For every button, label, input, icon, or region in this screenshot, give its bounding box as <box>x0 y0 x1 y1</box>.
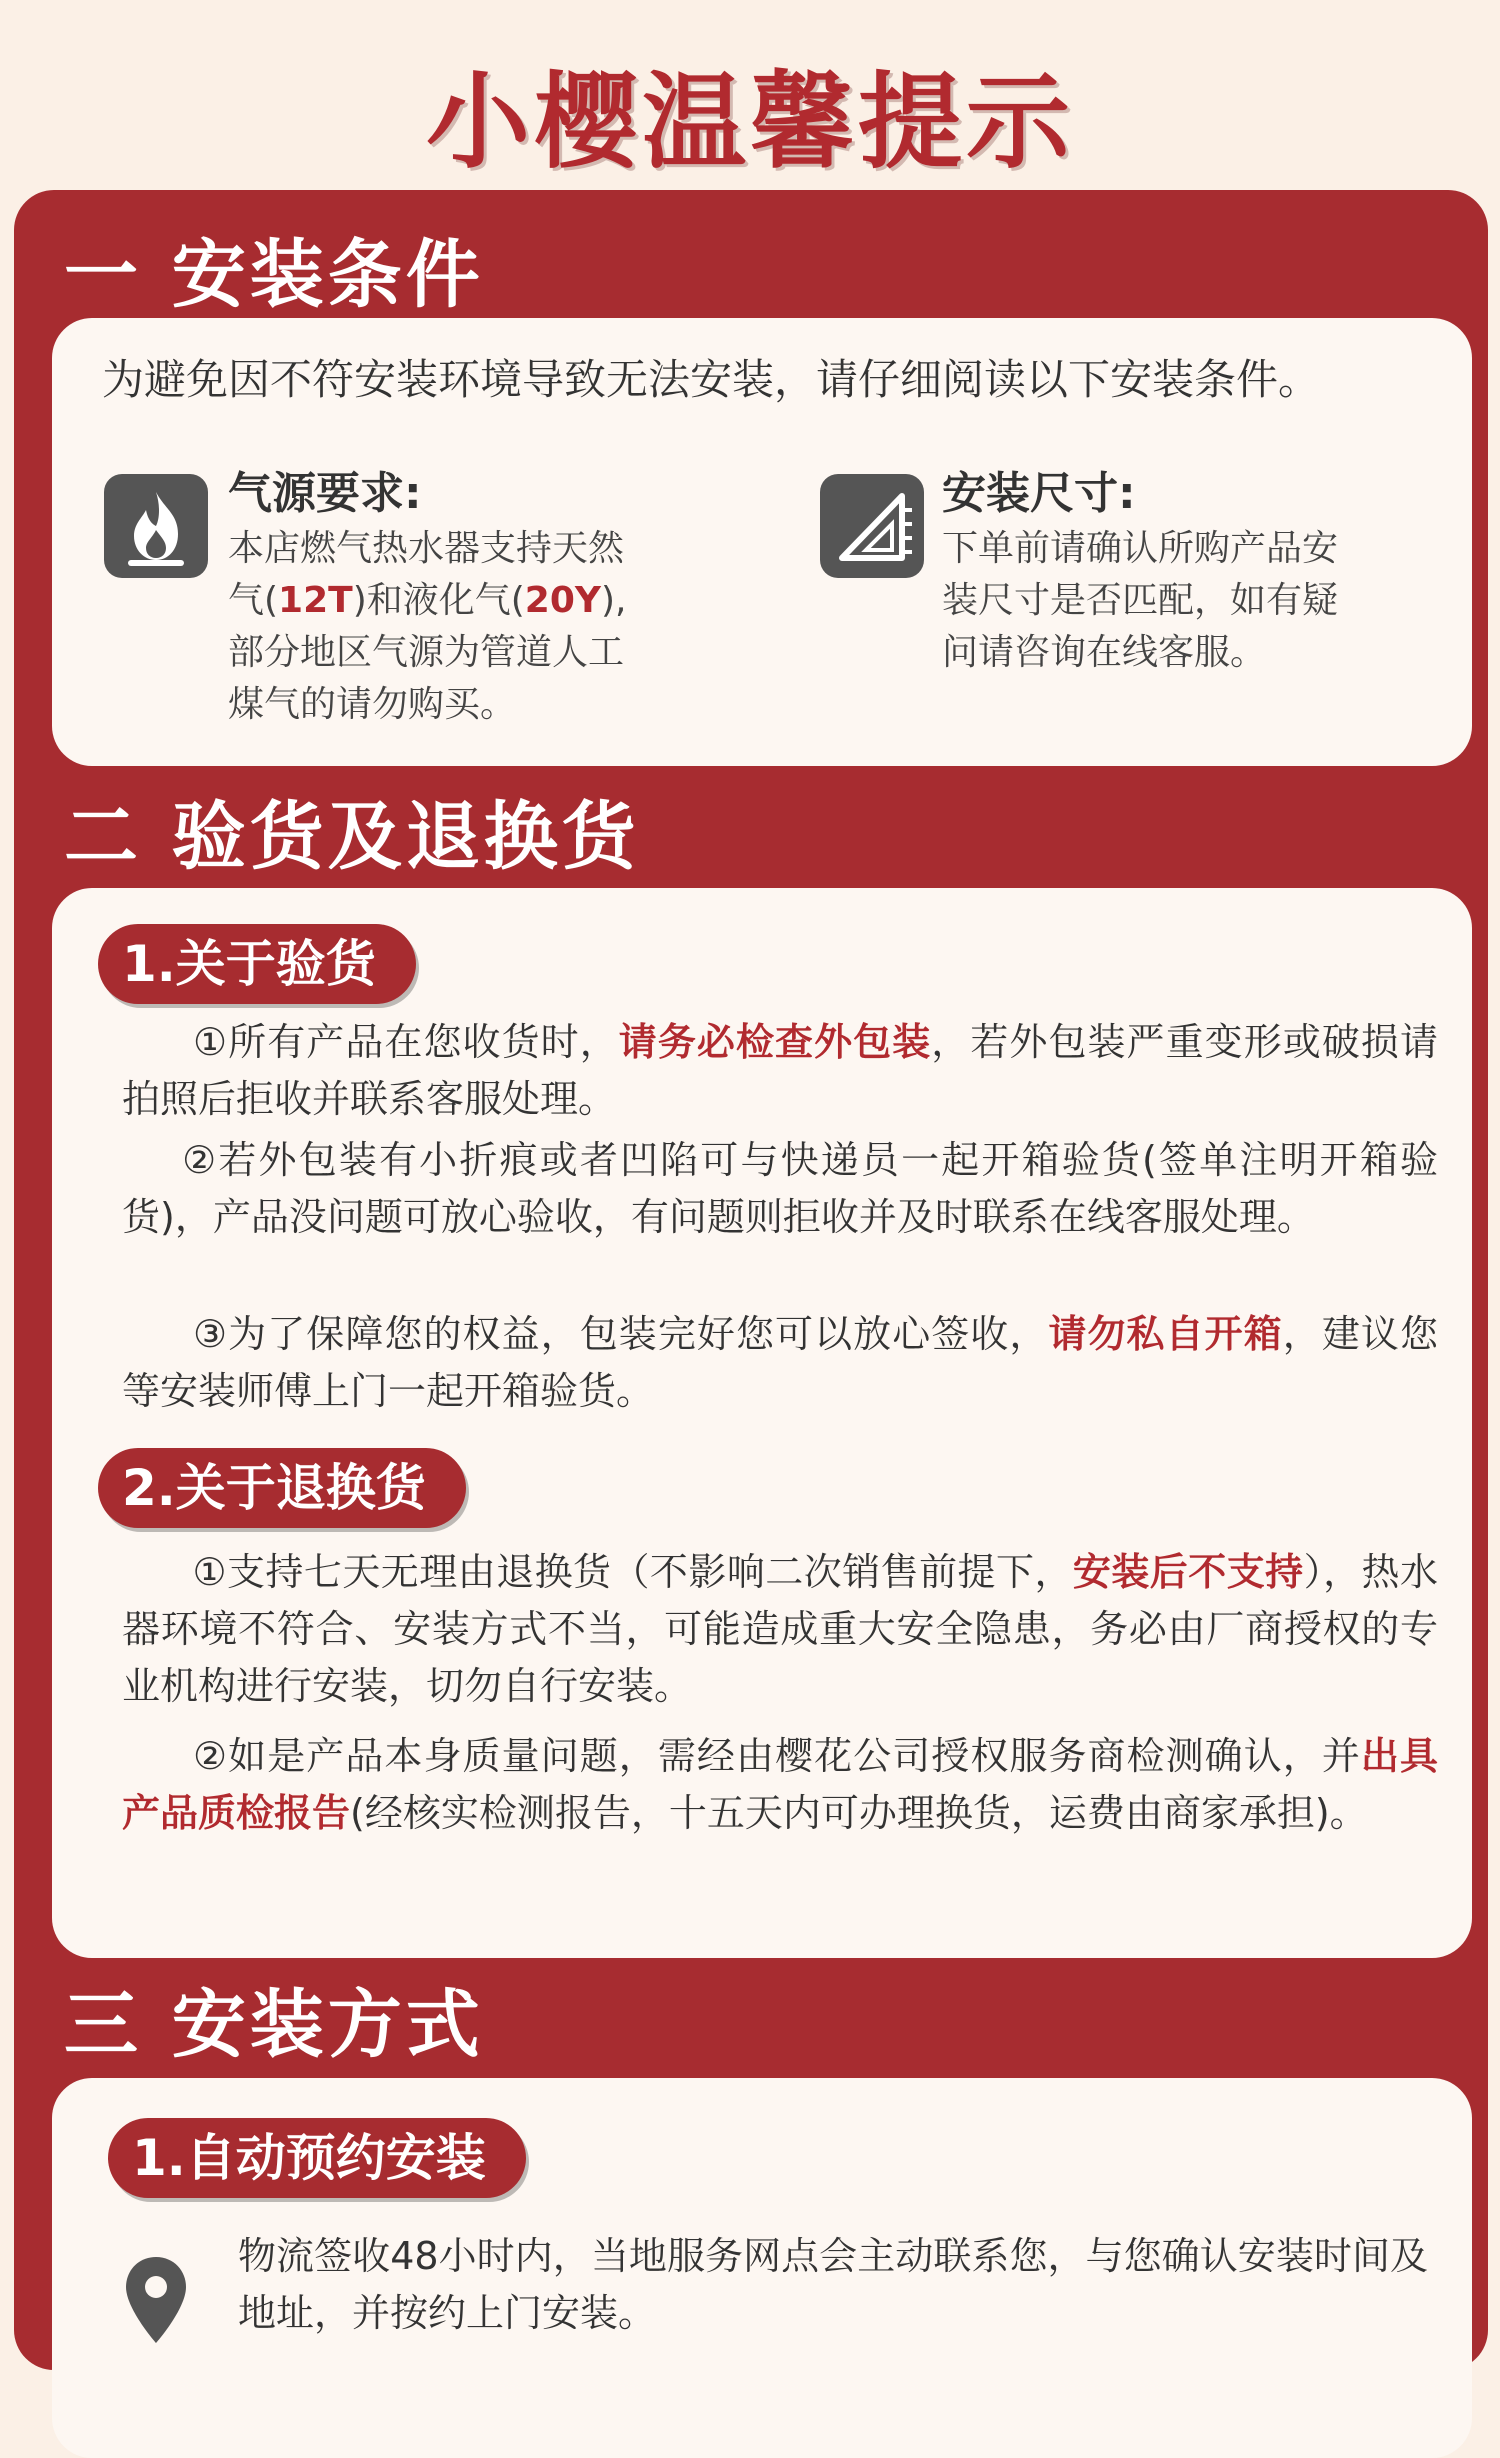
gas-line-3: 部分地区气源为管道人工 <box>228 632 625 673</box>
location-pin-icon <box>120 2253 192 2353</box>
inspection-point-1a: ①所有产品在您收货时， <box>192 1020 619 1064</box>
lpg-code: 20Y <box>524 580 601 621</box>
section-heading-inspection-returns: 二 验货及退换货 <box>64 794 640 880</box>
gas-line-2a: 气( <box>228 580 279 621</box>
page-title: 小樱温馨提示 <box>425 61 1074 183</box>
returns-point-2a: ②如是产品本身质量问题，需经由樱花公司授权服务商检测确认，并 <box>192 1734 1361 1778</box>
inspection-point-1 <box>122 1014 1438 1128</box>
size-line-3: 问请咨询在线客服。 <box>942 632 1267 673</box>
gas-requirement-text <box>228 523 708 731</box>
returns-point-2 <box>122 1728 1438 1842</box>
returns-point-1 <box>122 1544 1438 1715</box>
gas-line-2e: ), <box>600 580 627 621</box>
install-size-text <box>942 523 1422 679</box>
gas-line-2 <box>228 575 708 627</box>
gas-line-2c: )和液化气( <box>352 580 525 621</box>
gas-line-1: 本店燃气热水器支持天然 <box>228 528 625 569</box>
install-conditions-card <box>52 318 1472 766</box>
inspection-returns-card <box>52 888 1472 1958</box>
returns-point-2-highlight: 出具产品质检报告 <box>122 1734 1438 1835</box>
gas-requirement-title: 气源要求: <box>228 468 422 519</box>
install-size-title: 安装尺寸: <box>942 468 1136 519</box>
section-heading-install-conditions: 一 安装条件 <box>64 232 484 318</box>
returns-point-1c: ），热水器环境不符合、安装方式不当，可能造成重大安全隐患，务必由厂商授权的专业机构进行安装，切勿自行安装。 <box>122 1550 1438 1708</box>
returns-point-1-highlight: 安装后不支持 <box>1072 1550 1304 1594</box>
inspection-point-1-highlight: 请务必检查外包装 <box>618 1020 932 1064</box>
inspection-point-3a: ③为了保障您的权益，包装完好您可以放心签收， <box>192 1312 1049 1356</box>
size-line-1: 下单前请确认所购产品安 <box>942 528 1339 569</box>
inspection-point-2 <box>122 1132 1438 1246</box>
size-line-2: 装尺寸是否匹配，如有疑 <box>942 580 1339 621</box>
returns-label: 2.关于退换货 <box>98 1448 466 1528</box>
flame-icon <box>104 474 208 578</box>
inspection-label: 1.关于验货 <box>98 924 416 1004</box>
ruler-icon <box>820 474 924 578</box>
auto-booking-text: 物流签收48小时内，当地服务网点会主动联系您，与您确认安装时间及地址，并按约上门安装。 <box>238 2234 1428 2335</box>
returns-point-2c: (经核实检测报告，十五天内可办理换货，运费由商家承担)。 <box>350 1791 1368 1835</box>
natural-gas-code: 12T <box>278 580 353 621</box>
returns-point-1a: ①支持七天无理由退换货（不影响二次销售前提下， <box>192 1550 1073 1594</box>
tips-panel <box>14 190 1488 2370</box>
install-method-card <box>52 2078 1472 2458</box>
inspection-point-3-highlight: 请勿私自开箱 <box>1048 1312 1283 1356</box>
install-conditions-intro: 为避免因不符安装环境导致无法安装，请仔细阅读以下安装条件。 <box>102 355 1321 404</box>
inspection-point-1c: ，若外包装严重变形或破损请拍照后拒收并联系客服处理。 <box>122 1020 1438 1121</box>
gas-line-4: 煤气的请勿购买。 <box>228 684 517 725</box>
inspection-point-3 <box>122 1306 1438 1420</box>
inspection-point-3c: ，建议您等安装师傅上门一起开箱验货。 <box>122 1312 1438 1413</box>
inspection-point-2-text: ②若外包装有小折痕或者凹陷可与快递员一起开箱验货(签单注明开箱验货)，产品没问题可放心验收，有问题则拒收并及时联系在线客服处理。 <box>122 1138 1438 1239</box>
section-heading-install-method: 三 安装方式 <box>64 1982 484 2068</box>
auto-booking-label: 1.自动预约安装 <box>108 2118 526 2198</box>
